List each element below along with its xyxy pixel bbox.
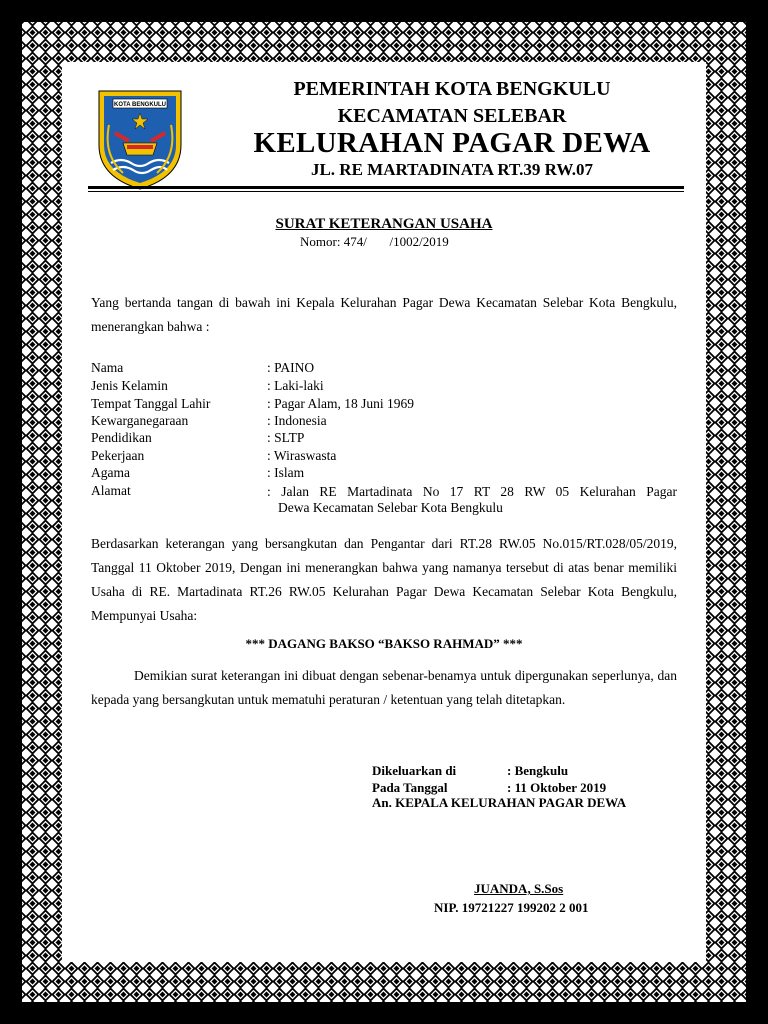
field-label-pendidikan: Pendidikan	[91, 430, 152, 445]
issued-value: : Bengkulu	[507, 763, 569, 778]
statement-paragraph: Berdasarkan keterangan yang bersangkutan dan Pengantar dari RT.28 RW.05 No.015/RT.028/05/2019, Tanggal 11 Oktober 2019, Dengan ini menerangkan bahwa yang namanya tersebut di atas benar memiliki Usaha di RE. Martadinata RT.26 RW.05 Kelurahan Pagar Dewa Kecamatan Selebar Kota Bengkulu, Mempunyai Usaha:	[91, 536, 677, 623]
city-emblem-logo	[93, 85, 187, 191]
header-government: PEMERINTAH KOTA BENGKULU	[293, 78, 611, 100]
field-value-agama: : Islam	[267, 465, 305, 480]
field-label-kewarganegaraan: Kewarganegaraan	[91, 413, 189, 428]
intro-paragraph: Yang bertanda tangan di bawah ini Kepala Kelurahan Pagar Dewa Kecamatan Selebar Kota Bengkulu, menerangkan bahwa :	[91, 295, 677, 334]
on-behalf-title: An. KEPALA KELURAHAN PAGAR DEWA	[372, 795, 627, 810]
header-address: JL. RE MARTADINATA RT.39 RW.07	[310, 160, 594, 179]
header-divider-thick	[88, 186, 684, 189]
field-value-kewarganegaraan: : Indonesia	[267, 413, 327, 428]
field-value-pekerjaan: : Wiraswasta	[267, 448, 337, 463]
field-label-agama: Agama	[91, 465, 130, 480]
field-value-pendidikan: : SLTP	[267, 430, 305, 445]
date-value: : 11 Oktober 2019	[507, 780, 607, 795]
field-label-ttl: Tempat Tanggal Lahir	[91, 396, 211, 411]
date-label: Pada Tanggal	[372, 780, 448, 795]
field-value-alamat-line2: Dewa Kecamatan Selebar Kota Bengkulu	[278, 500, 503, 515]
signatory-name: JUANDA, S.Sos	[474, 881, 564, 896]
field-value-ttl: : Pagar Alam, 18 Juni 1969	[267, 396, 414, 411]
closing-paragraph: Demikian surat keterangan ini dibuat dengan sebenar-benamya untuk dipergunakan seperlunya, dan kepada yang bersangkutan untuk mematuhi peraturan / ketentuan yang telah ditetapkan.	[91, 668, 677, 707]
field-value-alamat: : Jalan RE Martadinata No 17 RT 28 RW 05 Kelurahan Pagar	[267, 484, 677, 499]
letter-title: SURAT KETERANGAN USAHA	[275, 216, 493, 232]
letter-number: Nomor: 474/ /1002/2019	[300, 234, 449, 249]
business-name: *** DAGANG BAKSO “BAKSO RAHMAD” ***	[245, 636, 523, 651]
field-value-jenis-kelamin: : Laki-laki	[267, 378, 324, 393]
issued-label: Dikeluarkan di	[372, 763, 457, 778]
header-divider-thin	[88, 191, 684, 192]
field-value-nama: : PAINO	[267, 360, 315, 375]
field-label-alamat: Alamat	[91, 483, 131, 498]
letter-page	[62, 62, 706, 962]
field-label-jenis-kelamin: Jenis Kelamin	[91, 378, 168, 393]
logo-banner-text: KOTA BENGKULU	[114, 102, 166, 108]
header-district: KECAMATAN SELEBAR	[337, 105, 567, 127]
header-village: KELURAHAN PAGAR DEWA	[253, 127, 651, 159]
field-label-nama: Nama	[91, 360, 124, 375]
field-label-pekerjaan: Pekerjaan	[91, 448, 145, 463]
signatory-nip: NIP. 19721227 199202 2 001	[434, 900, 589, 915]
